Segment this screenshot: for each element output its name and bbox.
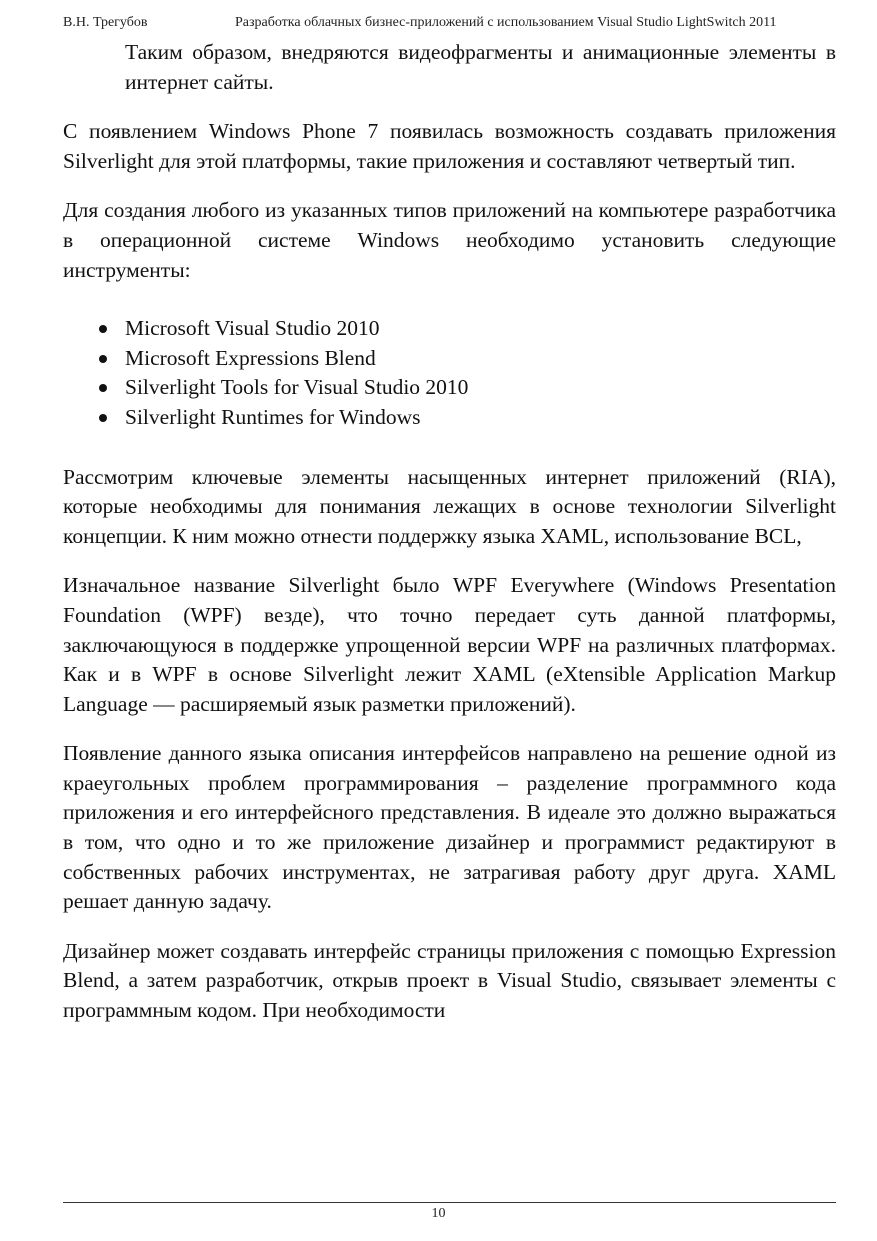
bullet-icon [99,414,107,422]
footer-divider [63,1202,836,1203]
paragraph: Рассмотрим ключевые элементы насыщенных интернет приложений (RIA), которые необходимы для понимания лежащих в основе технологии Silverlight концепции. К ним можно отнести поддержку языка XAML, использование BCL, [63,464,836,548]
document-body [63,38,836,1026]
paragraph: Таким образом, внедряются видеофрагменты и анимационные элементы в интернет сайты. [125,40,836,94]
list-item: Microsoft Visual Studio 2010 [63,314,836,344]
paragraph: Изначальное название Silverlight было WPF Everywhere (Windows Presentation Foundation (WPF) везде), что точно передает суть данной платформы, заключающуюся в поддержке упрощенной версии WPF на различных платформах. Как и в WPF в основе Silverlight лежит XAML (eXtensible Application Markup Language — расширяемый язык разметки приложений). [63,573,836,716]
paragraph: С появлением Windows Phone 7 появилась возможность создавать приложения Silverlight для этой платформы, такие приложения и составляют четвертый тип. [63,119,836,173]
page-header [63,15,835,35]
header-author: В.Н. Трегубов [63,15,148,30]
paragraph: Для создания любого из указанных типов приложений на компьютере разработчика в операционной системе Windows необходимо установить следующие инструменты: [63,198,836,282]
bullet-icon [99,325,107,333]
paragraph: Дизайнер может создавать интерфейс страницы приложения с помощью Expression Blend, а затем разработчик, открыв проект в Visual Studio, связывает элементы с программным кодом. При необходимости [63,938,836,1023]
tools-list [63,314,836,432]
header-title: Разработка облачных бизнес-приложений с использованием Visual Studio LightSwitch 2011 [235,15,777,30]
list-item: Silverlight Tools for Visual Studio 2010 [63,373,836,403]
list-item: Silverlight Runtimes for Windows [63,403,836,433]
list-item: Microsoft Expressions Blend [63,344,836,374]
paragraph: Появление данного языка описания интерфейсов направлено на решение одной из краеугольных проблем программирования – разделение программного кода приложения и его интерфейсного представления. В идеале это должно выражаться в том, что одно и то же приложение дизайнер и программист редактируют в собственных рабочих инструментах, не затрагивая работу друг друга. XAML решает данную задачу. [63,741,836,914]
page-number: 10 [431,1206,446,1221]
bullet-icon [99,355,107,363]
bullet-icon [99,384,107,392]
